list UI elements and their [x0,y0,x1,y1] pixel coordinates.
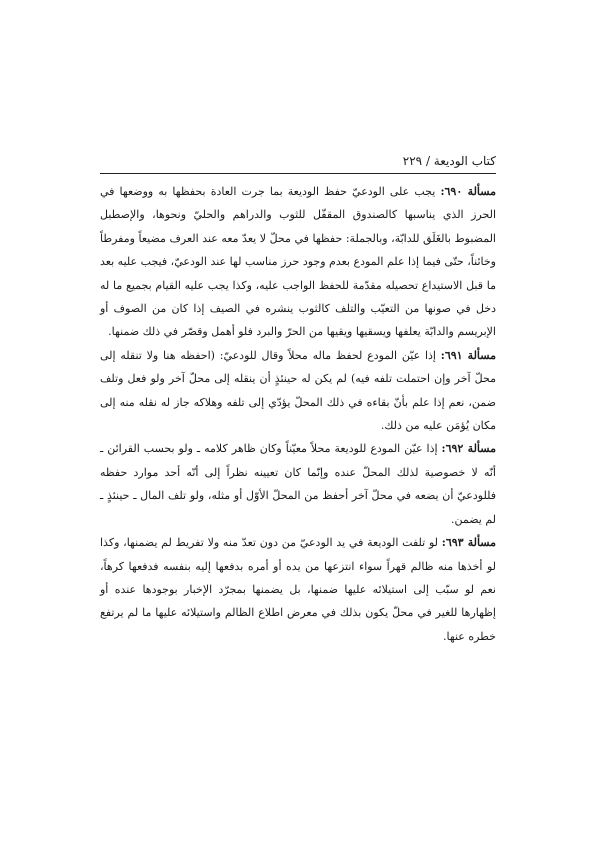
ruling-text: إذا عيّن المودع للوديعة محلاً معيّناً وكان ظاهر كلامه ـ ولو بحسب القرائن ـ أنّه لا خصوصية لذلك المحلّ عنده وإنّما كان تعيينه نظراً إلى أنّه أحد موارد حفظه فللودعيّ أن يضعه في محلّ آخر أحفظ من المحلّ الأوّل أو مثله، ولو تلف المال ـ حينئذٍ ـ لم يضمن. [100,442,496,526]
ruling-label: مسألة ٦٩٢: [441,442,496,456]
ruling-text: يجب على الودعيّ حفظ الوديعة بما جرت العادة بحفظها به ووضعها في الحرز الذي يناسبها كالصندوق المقفّل للثوب والدراهم والحليّ ونحوها، والإصطبل المضبوط بالغَلَق للدابّة، وبالجملة: حفظها في محلّ لا يعدّ معه عند العرف مضيعاً ومفرطاً وخائناً، حتّى فيما إذا علم المودع بعدم وجود حرز مناسب لها عند الودعيّ، فيجب عليه بعد ما قبل الاستيداع تحصيله مقدّمة للحفظ الواجب عليه، وكذا يجب عليه القيام بجميع ما له دخل في صونها من التعيّب والتلف كالثوب ينشره في الصيف إذا كان من الصوف أو الإبريسم والدابّة يعلفها ويسقيها ويقيها من الحرّ والبرد فلو أهمل وقصّر في ذلك ضمنها. [100,185,496,339]
ruling-693 [100,531,496,648]
ruling-text: إذا عيّن المودع لحفظ ماله محلاً وقال للودعيّ: (احفظه هنا ولا تنقله إلى محلّ آخر وإن احتملت تلفه فيه) لم يكن له حينئذٍ أن ينقله إلى محلّ آخر ولو فعل وتلف ضمن، نعم إذا علم بأنّ بقاءه في ذلك المحلّ يؤدّي إلى تلفه وهلاكه جاز له نقله منه إلى مكان يُؤمَن عليه من ذلك. [100,348,496,433]
header-divider [100,173,496,174]
page-body [100,180,496,648]
ruling-690 [100,180,496,344]
ruling-text: لو تلفت الوديعة في يد الودعيّ من دون تعدّ منه ولا تفريط لم يضمنها، وكذا لو أخذها منه ظالم قهراً سواء انتزعها من يده أو أمره بدفعها إليه بنفسه فدفعها كرهاً، نعم لو سبّب إلى استيلائه عليها ضمنها، بل يضمنها بمجرّد الإخبار بوجودها عنده أو إظهارها للغير في محلّ يكون بذلك في معرض اطلاع الظالم واستيلائه عليها ما لم يرتفع خطره عنها. [100,536,496,643]
ruling-label: مسألة ٦٩١: [440,348,496,362]
ruling-label: مسألة ٦٩٣: [441,536,497,550]
running-header: كتاب الوديعة / ٢٢٩ [402,154,496,168]
ruling-692 [100,437,496,531]
ruling-691 [100,344,496,438]
ruling-label: مسألة ٦٩٠: [440,185,496,198]
